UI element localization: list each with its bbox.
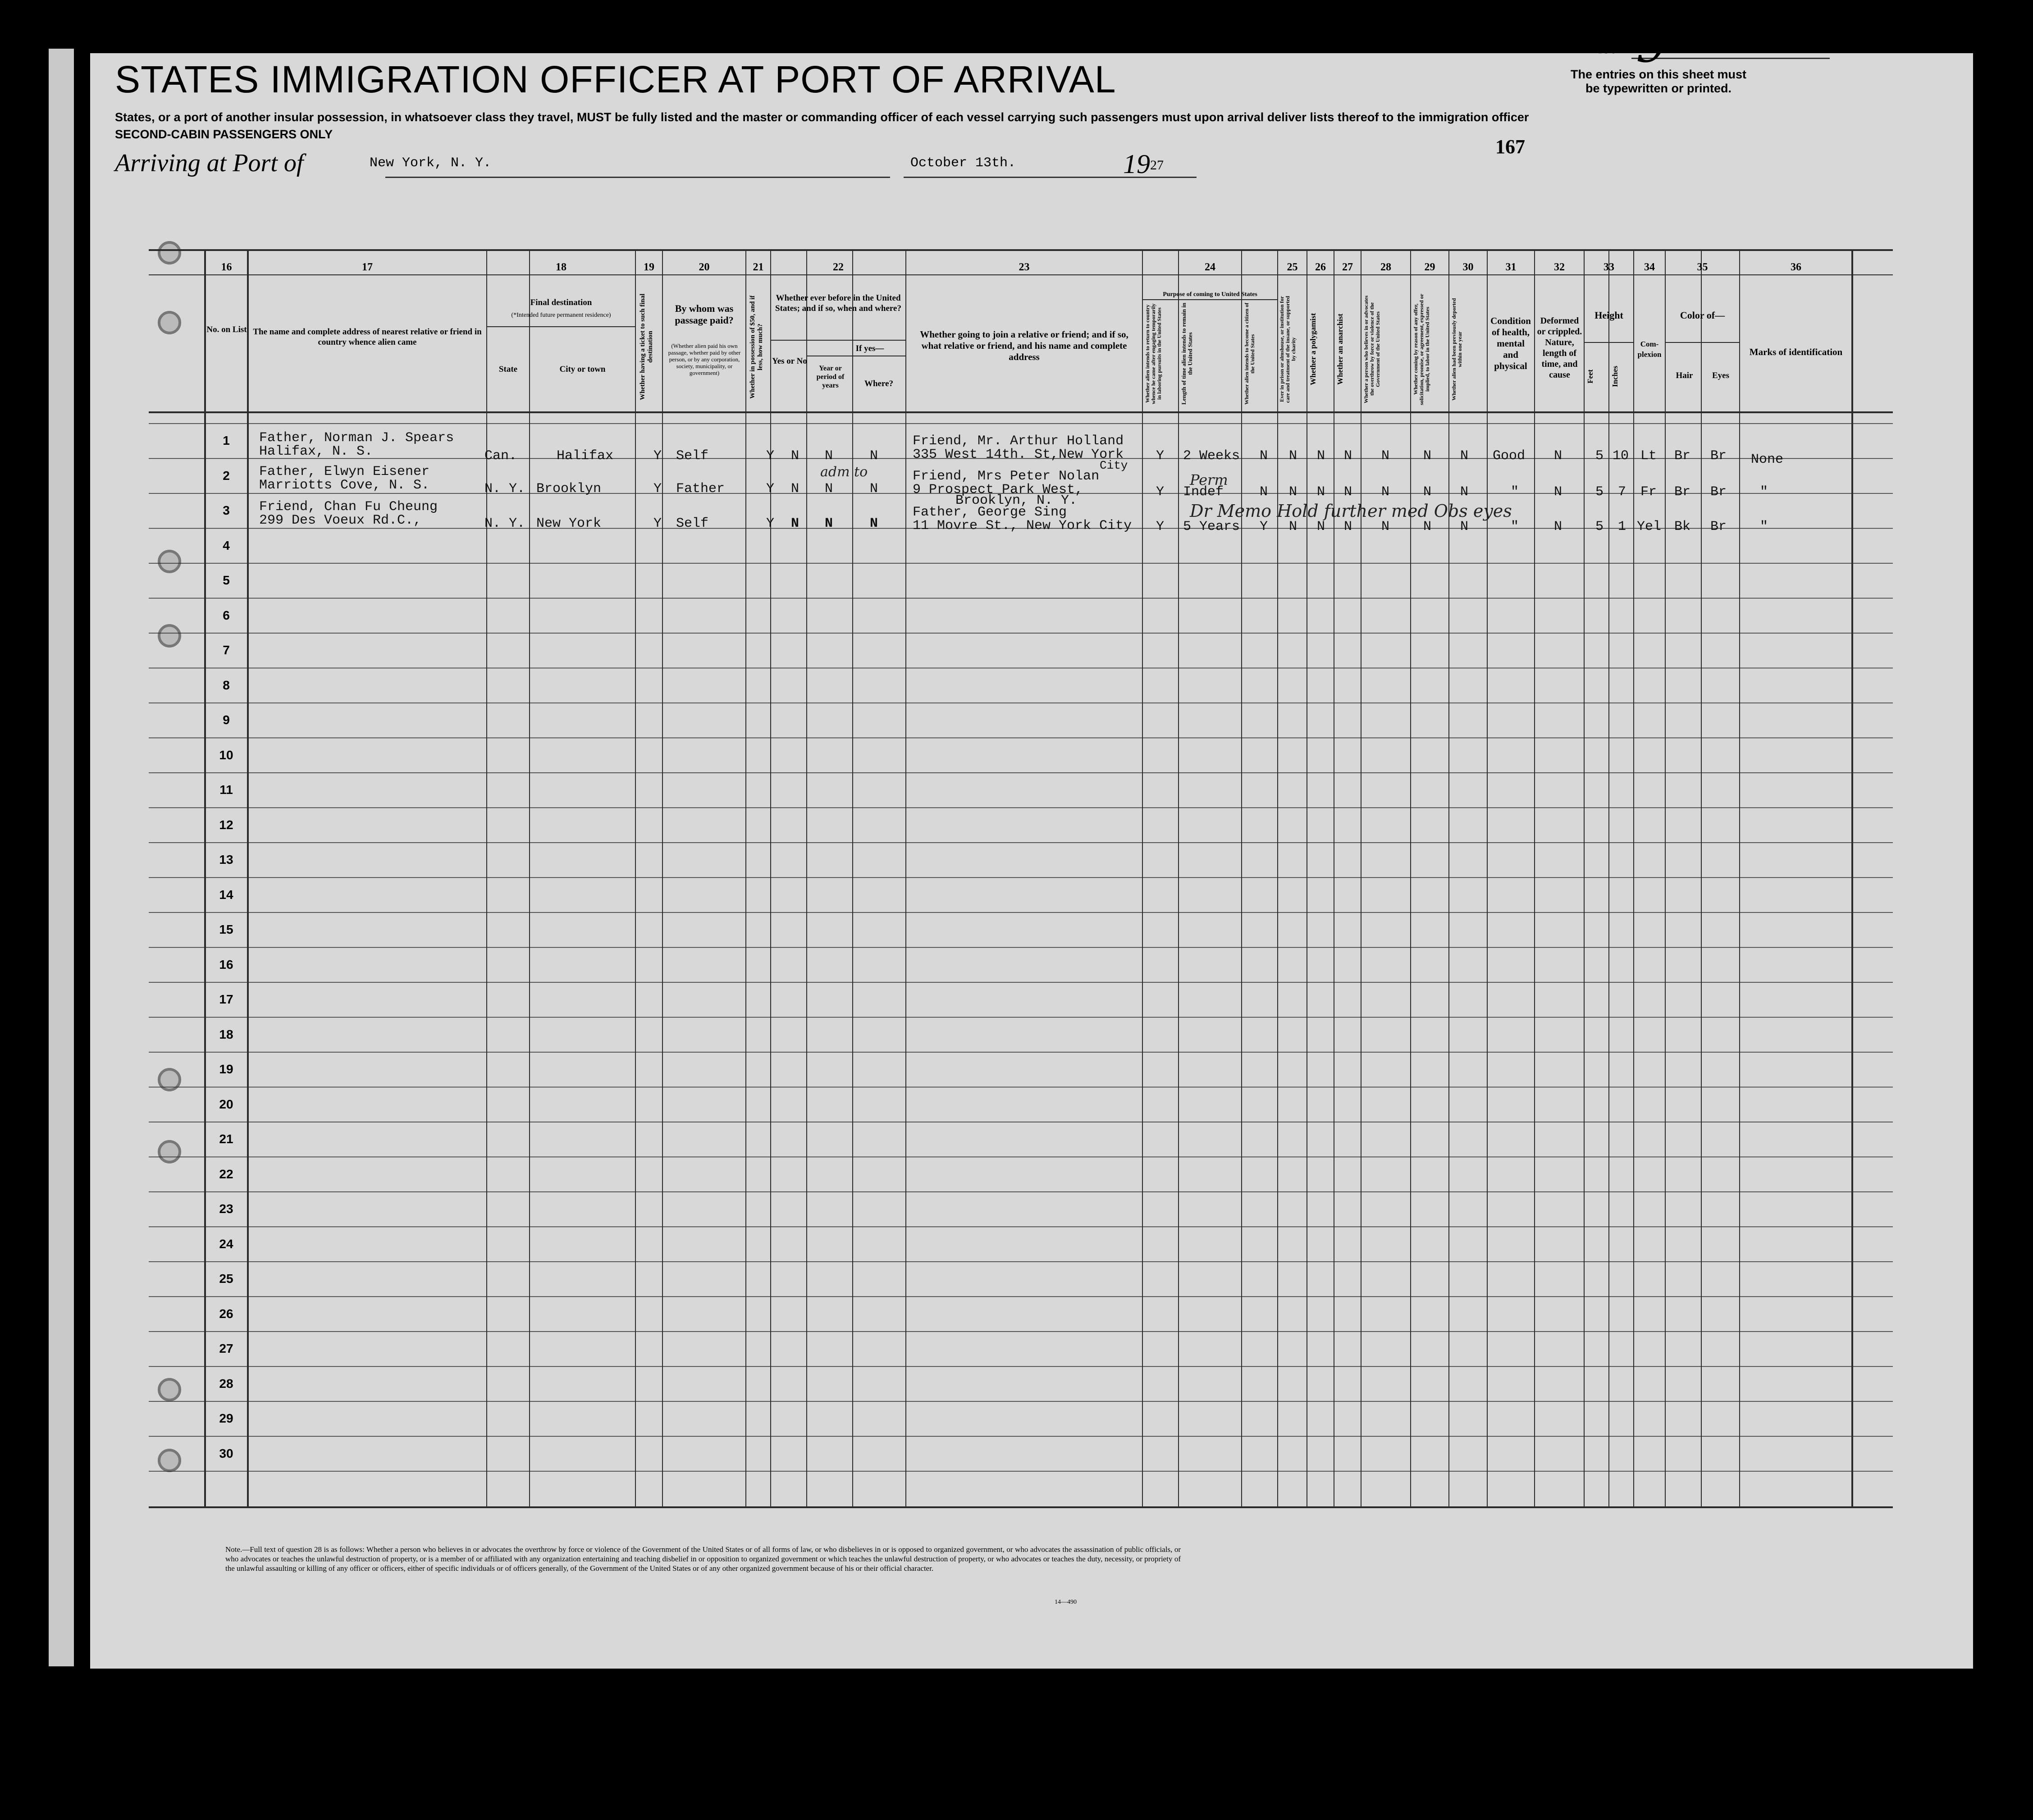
row-number: 19 — [219, 1062, 233, 1076]
row-number: 1 — [223, 433, 230, 447]
row3-paid-by: Self — [676, 516, 709, 531]
row3-overthrow: N — [1381, 519, 1390, 534]
header-year-period: Year or period of years — [816, 365, 845, 389]
col-number-28: 28 — [1380, 261, 1391, 273]
handwritten-med-note: Dr Memo Hold further med Obs eyes — [1190, 501, 1512, 521]
list-number: 9 — [1636, 16, 1668, 73]
row-number: 25 — [219, 1272, 233, 1286]
row3-has-50: Y — [766, 516, 775, 531]
row2-before-yes: N — [791, 481, 799, 497]
row2-anarchist: N — [1344, 484, 1352, 500]
row2-eyes: Br — [1710, 484, 1727, 500]
header-anarchist: Whether an anarchist — [1336, 313, 1344, 385]
row2-relative-address: Marriotts Cove, N. S. — [259, 478, 430, 493]
row2-complexion: Fr — [1640, 484, 1657, 500]
col-number-27: 27 — [1342, 261, 1353, 273]
col-number-30: 30 — [1462, 261, 1474, 273]
row1-ticket: Y — [653, 448, 662, 464]
row3-state: N. Y. — [484, 516, 525, 531]
row2-join-name: Friend, Mrs Peter Nolan — [913, 469, 1100, 484]
header-state: State — [498, 365, 518, 374]
header-if-yes: If yes— — [855, 344, 884, 353]
col-number-35: 35 — [1697, 261, 1708, 273]
row1-has-50: Y — [766, 448, 775, 464]
col-number-16: 16 — [221, 261, 232, 273]
row2-feet: 5 — [1595, 484, 1604, 500]
row3-length: 5 Years — [1183, 519, 1240, 534]
header-feet: Feet — [1586, 369, 1594, 383]
col-number-36: 36 — [1791, 261, 1801, 273]
header-city: City or town — [559, 365, 606, 374]
row3-health: " — [1511, 519, 1519, 534]
header-ticket: Whether having a ticket to such final destination — [639, 293, 654, 401]
list-label: List — [1586, 36, 1617, 58]
header-marks: Marks of identification — [1749, 347, 1843, 357]
row1-state: Can. — [484, 448, 517, 464]
header-deported: Whether alien had been previously deported within one year — [1451, 298, 1463, 401]
row2-length: Indef — [1183, 484, 1224, 500]
row2-health: " — [1511, 484, 1519, 500]
row-number: 30 — [219, 1446, 233, 1460]
entries-note: The entries on this sheet must be typewritten or printed. — [1570, 68, 1747, 95]
row1-complexion: Lt — [1640, 448, 1657, 464]
row2-deported: N — [1460, 484, 1469, 500]
row3-relative-address: 299 Des Voeux Rd.C., — [259, 513, 422, 528]
row1-length: 2 Weeks — [1183, 448, 1240, 464]
arriving-label: Arriving at Port of — [115, 149, 304, 177]
header-eyes: Eyes — [1712, 371, 1729, 380]
col-number-22: 22 — [833, 261, 844, 273]
row1-overthrow: N — [1381, 448, 1390, 464]
row1-join-name: Friend, Mr. Arthur Holland — [913, 433, 1124, 449]
header-polygamist: Whether a polygamist — [1309, 313, 1317, 386]
col-number-34: 34 — [1644, 261, 1655, 273]
col-number-24: 24 — [1205, 261, 1215, 273]
row-number: 17 — [219, 992, 233, 1006]
year-suffix: 27 — [1150, 158, 1164, 173]
row3-before-where: N — [870, 516, 878, 531]
row3-prison: N — [1289, 519, 1297, 534]
handwritten-admitted: adm to — [820, 464, 868, 480]
row-number: 4 — [223, 538, 230, 552]
date-value: October 13th. — [910, 155, 1016, 171]
row2-paid-by: Father — [676, 481, 725, 497]
row3-join-address: 11 Movre St., New York City — [913, 518, 1132, 534]
row3-ticket: Y — [653, 516, 662, 531]
header-destination-note: (*Intended future permanent residence) — [511, 312, 611, 319]
col-number-17: 17 — [362, 261, 373, 273]
header-inches: Inches — [1611, 365, 1619, 387]
row3-labor: N — [1423, 519, 1432, 534]
header-yes-no: Yes or No — [772, 356, 807, 366]
row3-hair: Bk — [1674, 519, 1691, 534]
row2-return: Y — [1156, 484, 1165, 500]
row2-marks: " — [1760, 484, 1768, 500]
col-number-31: 31 — [1505, 261, 1517, 273]
row-number: 26 — [219, 1306, 233, 1321]
row-number: 7 — [223, 643, 230, 657]
row2-deformed: N — [1554, 484, 1562, 500]
row3-eyes: Br — [1710, 519, 1727, 534]
row3-feet: 5 — [1595, 519, 1604, 534]
row1-citizen: N — [1260, 448, 1268, 464]
row1-health: Good — [1493, 448, 1526, 464]
row1-before-where: N — [870, 448, 878, 464]
col-number-20: 20 — [699, 261, 710, 273]
row-number: 23 — [219, 1202, 233, 1216]
row2-relative-name: Father, Elwyn Eisener — [259, 464, 430, 479]
col-number-26: 26 — [1315, 261, 1326, 273]
row3-deported: N — [1460, 519, 1469, 534]
row1-before-years: N — [825, 448, 833, 464]
col-number-25: 25 — [1287, 261, 1298, 273]
row2-citizen: N — [1260, 484, 1268, 500]
row-number: 16 — [219, 957, 233, 972]
row3-before-years: N — [825, 516, 833, 531]
row-number: 9 — [223, 713, 230, 727]
row-number: 2 — [223, 468, 230, 483]
col-number-19: 19 — [644, 261, 654, 273]
row2-before-where: N — [870, 481, 878, 497]
row3-inches: 1 — [1618, 519, 1626, 534]
header-no-on-list: No. on List — [206, 325, 247, 334]
row1-marks: None — [1751, 452, 1784, 467]
header-final-destination: Final destination — [530, 298, 592, 307]
sheet-number: 167 — [1495, 136, 1525, 158]
row1-labor: N — [1423, 448, 1432, 464]
row-number: 28 — [219, 1376, 233, 1391]
row2-labor: N — [1423, 484, 1432, 500]
row3-deformed: N — [1554, 519, 1562, 534]
header-health: Condition of health, mental and physical — [1490, 315, 1531, 371]
row-number: 5 — [223, 573, 230, 587]
col-number-21: 21 — [753, 261, 764, 273]
col-number-32: 32 — [1554, 261, 1565, 273]
row2-has-50: Y — [766, 481, 775, 497]
row-number: 13 — [219, 853, 233, 867]
row3-citizen: Y — [1260, 519, 1268, 534]
row1-join-address: 335 West 14th. St,New York — [913, 447, 1124, 462]
row2-state: N. Y. — [484, 481, 525, 497]
header-return: Whether alien intends to return to country whence he came after engaging temporarily in laboring pursuits in the United States — [1144, 303, 1162, 404]
year-prefix: 19 — [1123, 149, 1150, 179]
row-number: 20 — [219, 1097, 233, 1111]
row1-anarchist: N — [1344, 448, 1352, 464]
row2-city: Brooklyn — [536, 481, 602, 497]
row1-before-yes: N — [791, 448, 799, 464]
row3-complexion: Yel — [1637, 519, 1662, 534]
form-number: 14—490 — [1055, 1599, 1077, 1606]
row-number: 8 — [223, 678, 230, 692]
row2-join-address: 9 Prospect Park West, — [913, 482, 1083, 497]
row-number: 11 — [219, 783, 233, 797]
row-number: 22 — [219, 1167, 233, 1181]
row2-ticket: Y — [653, 481, 662, 497]
header-hair: Hair — [1676, 371, 1693, 380]
row-number: 15 — [219, 922, 233, 936]
row2-polygamist: N — [1317, 484, 1325, 500]
row-number: 21 — [219, 1132, 233, 1146]
row3-city: New York — [536, 516, 602, 531]
header-purpose: Purpose of coming to United States — [1163, 291, 1257, 298]
header-overthrow: Whether a person who believes in or advocates the overthrow by force or violence of the Government of the United States — [1363, 295, 1381, 403]
header-height: Height — [1594, 310, 1623, 321]
row2-inches: 7 — [1618, 484, 1626, 500]
row-number: 12 — [219, 817, 233, 832]
header-join-relative: Whether going to join a relative or friend; and if so, what relative or friend, and his name and complete address — [920, 329, 1128, 362]
row3-anarchist: N — [1344, 519, 1352, 534]
row1-prison: N — [1289, 448, 1297, 464]
header-before-in-us: Whether ever before in the United States; and if so, when and where? — [775, 293, 901, 313]
row-number: 3 — [223, 503, 230, 517]
row1-hair: Br — [1674, 448, 1691, 464]
col-number-18: 18 — [556, 261, 566, 273]
footnote: Note.—Full text of question 28 is as follows: Whether a person who believes in or advocates the overthrow by force or violence of the Government of the United States or of all forms of law, or who disbelieves in or is opposed to organized government, or who advocates the assassination of public officials, or who advocates or teaches the unlawful destruction of property, or is a member of or affiliated with any organization entertaining and teaching disbelief in or opposition to organized government or which teaches the unlawful destruction of property, or who advocates or teaches the duty, necessity, or propriety of the unlawful assaulting or killing of any officer or officers, either of specific individuals or of officers generally, of the Government of the United States or of any other organized government because of his or their official character. — [225, 1545, 1181, 1573]
row1-join-city: City — [1100, 459, 1128, 472]
row-number: 29 — [219, 1411, 233, 1425]
row1-relative-address: Halifax, N. S. — [259, 444, 373, 459]
row2-before-years: N — [825, 481, 833, 497]
row1-relative-name: Father, Norman J. Spears — [259, 430, 454, 446]
row1-inches: 10 — [1613, 448, 1629, 464]
header-paid-by: By whom was passage paid? — [675, 303, 734, 326]
row3-polygamist: N — [1317, 519, 1325, 534]
row-number: 27 — [219, 1341, 233, 1355]
row1-paid-by: Self — [676, 448, 709, 464]
row3-before-yes: N — [791, 516, 799, 531]
header-relative: The name and complete address of nearest relative or friend in country whence alien came — [253, 327, 482, 347]
page-title: STATES IMMIGRATION OFFICER AT PORT OF ARRIVAL — [115, 58, 1116, 100]
row3-marks: " — [1760, 519, 1768, 534]
port-value: New York, N. Y. — [370, 155, 492, 171]
row1-deformed: N — [1554, 448, 1562, 464]
header-has-50: Whether in possession of $50, and if less, how much? — [749, 295, 764, 399]
row2-join-city: Brooklyn, N. Y. — [955, 493, 1078, 508]
header-deformed: Deformed or crippled. Nature, length of time, and cause — [1537, 316, 1582, 380]
header-color-of: Color of— — [1680, 310, 1725, 321]
header-prison: Ever in prison or almshouse, or institution for care and treatment of the insane, or supported by charity — [1279, 296, 1297, 403]
handwritten-perm: Perm — [1190, 471, 1228, 488]
row-number: 6 — [223, 608, 230, 622]
row-number: 10 — [219, 748, 233, 762]
row2-hair: Br — [1674, 484, 1691, 500]
col-number-33: 33 — [1604, 261, 1614, 273]
row-number: 24 — [219, 1236, 233, 1251]
header-labor-offer: Whether coming by reason of any offer, solicitation, promise, or agreement, expressed or implied, to labor in the United States — [1412, 293, 1430, 405]
row2-prison: N — [1289, 484, 1297, 500]
header-citizen: Whether alien intends to become a citizen of the United States — [1243, 302, 1256, 405]
row2-overthrow: N — [1381, 484, 1390, 500]
subtitle: SECOND-CABIN PASSENGERS ONLY — [115, 128, 333, 141]
col-number-29: 29 — [1424, 261, 1435, 273]
row1-eyes: Br — [1710, 448, 1727, 464]
row1-deported: N — [1460, 448, 1469, 464]
row3-join-name: Father, George Sing — [913, 505, 1067, 520]
row-number: 14 — [219, 887, 233, 902]
row1-polygamist: N — [1317, 448, 1325, 464]
col-number-23: 23 — [1019, 261, 1030, 273]
header-complexion: Com-plexion — [1637, 340, 1662, 359]
row3-return: Y — [1156, 519, 1165, 534]
row1-feet: 5 — [1595, 448, 1604, 464]
row1-city: Halifax — [557, 448, 614, 464]
header-length: Length of time alien intends to remain in the United States — [1180, 302, 1193, 405]
row3-relative-name: Friend, Chan Fu Cheung — [259, 499, 438, 515]
header-where: Where? — [864, 379, 894, 388]
row1-return: Y — [1156, 448, 1165, 464]
row-number: 18 — [219, 1027, 233, 1041]
intro-text: States, or a port of another insular possession, in whatsoever class they travel, MUST be fully listed and the master or commanding officer of each vessel carrying such passengers must upon arrival deliver lists thereof to the immigration officer — [115, 110, 1529, 124]
header-paid-by-note: (Whether alien paid his own passage, whether paid by other person, or by any corporation, society, municipality, or government) — [668, 342, 741, 376]
